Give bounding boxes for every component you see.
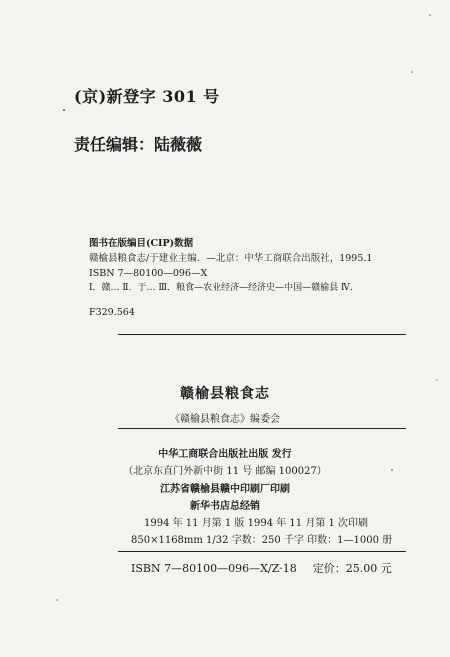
publisher-address: （北京东直门外新中街 11 号 邮编 100027） — [123, 466, 327, 477]
editorial-committee: 《赣榆县粮食志》编委会 — [170, 414, 280, 425]
registration-number: (京)新登字 301 号 — [74, 87, 220, 106]
format-line: 850×1168mm 1/32 字数：250 千字 印数：1—1000 册 — [131, 535, 393, 546]
isbn-price-line — [131, 560, 392, 576]
publisher-line: 中华工商联合出版社出版 发行 — [158, 449, 292, 460]
cip-line-3: Ⅰ．赣… Ⅱ．于… Ⅲ．粮食—农业经济—经济史—中国—赣榆县 Ⅳ． — [89, 283, 359, 293]
distributor-line: 新华书店总经销 — [190, 501, 260, 512]
price: 定价：25.00 元 — [312, 562, 392, 575]
cip-line-4: F329.564 — [89, 307, 135, 318]
divider-top — [118, 334, 406, 335]
printer-line: 江苏省赣榆县赣中印刷厂印刷 — [160, 484, 290, 495]
divider-middle — [118, 428, 406, 429]
divider-bottom — [118, 551, 406, 552]
cip-line-1: 赣榆县粮食志/于建业主编．—北京：中华工商联合出版社，1995.1 — [89, 253, 373, 264]
book-title: 赣榆县粮食志 — [180, 386, 270, 402]
isbn-code: ISBN 7—80100—096—X/Z·18 — [131, 562, 297, 575]
responsible-editor: 责任编辑：陆薇薇 — [74, 135, 203, 154]
cip-heading: 图书在版编目(CIP)数据 — [89, 238, 194, 249]
cip-line-2: ISBN 7—80100—096—X — [89, 268, 208, 279]
cip-data-block — [89, 236, 372, 296]
edition-line: 1994 年 11 月第 1 版 1994 年 11 月第 1 次印刷 — [144, 518, 369, 529]
